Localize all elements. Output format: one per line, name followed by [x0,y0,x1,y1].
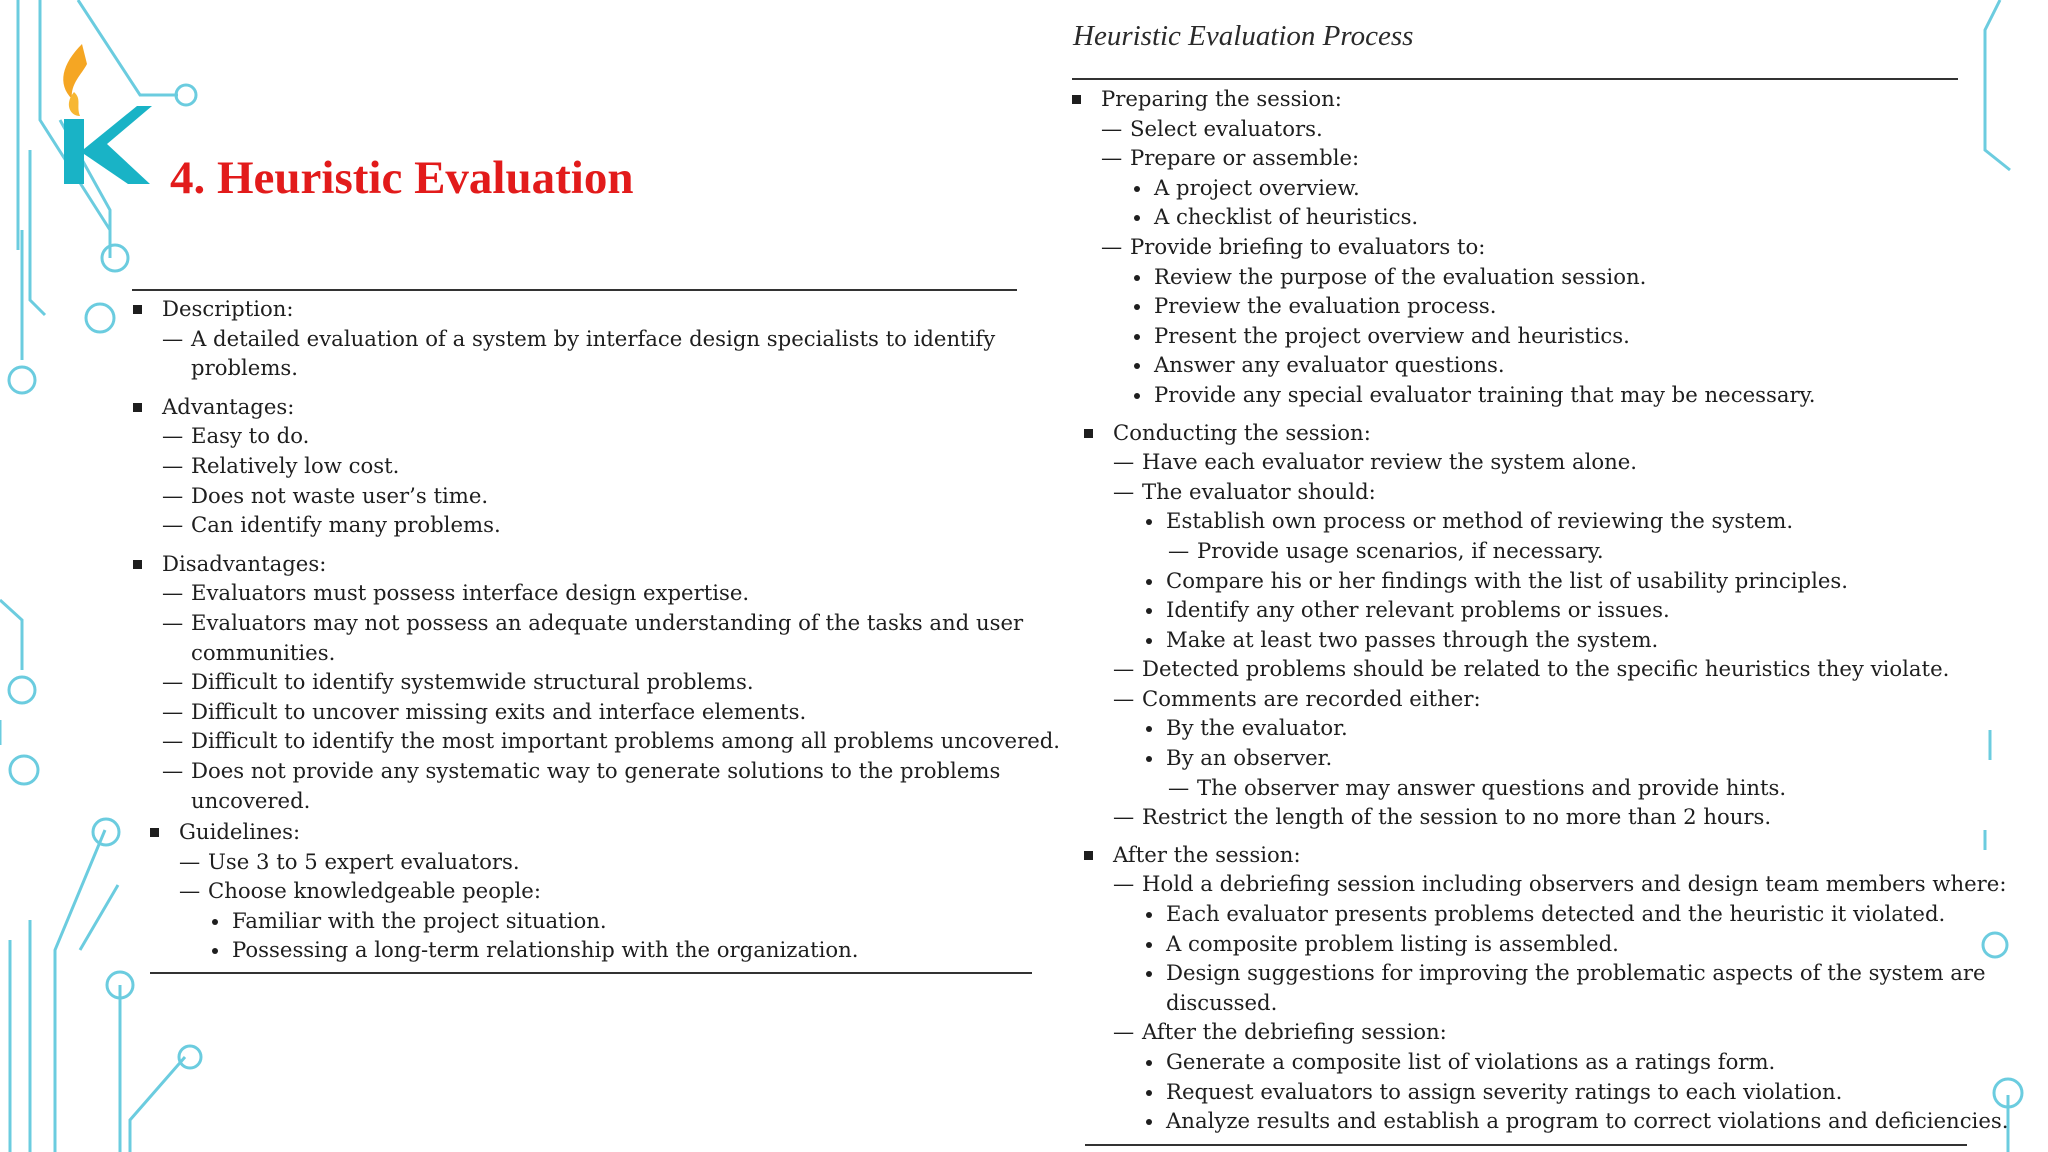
list-item: — Evaluators may not possess an adequate understanding of the tasks and user [162,608,1060,638]
list-item: — Hold a debriefing session including observers and design team members where: [1113,869,2008,899]
list-item: By the evaluator. [1142,713,2008,743]
list-item: — Does not waste user’s time. [162,481,1060,511]
list-item: — Can identify many problems. [162,510,1060,540]
section-description [162,294,1060,383]
list-item-continuation: problems. [191,355,299,381]
list-item: — Does not provide any systematic way to generate solutions to the problems [162,756,1060,786]
left-top-rule [132,289,1017,291]
section-heading: Preparing the session: [1101,86,1342,111]
list-item: — After the debriefing session: [1113,1017,2008,1047]
list-item: — Difficult to uncover missing exits and interface elements. [162,697,1060,727]
square-bullet-icon [150,828,159,837]
list-item: Analyze results and establish a program to correct violations and deficiencies. [1142,1106,2008,1136]
section-heading: Description: [162,296,294,321]
list-item: Preview the evaluation process. [1130,291,2008,321]
list-item: — Prepare or assemble: [1101,143,2008,173]
section-heading: Guidelines: [179,819,301,845]
list-item: Present the project overview and heuristics. [1130,321,2008,351]
list-item-continuation: discussed. [1166,989,1278,1015]
list-item: A project overview. [1130,173,2008,203]
section-preparing [1101,84,2008,410]
list-item: Request evaluators to assign severity ratings to each violation. [1142,1077,2008,1107]
list-item: — A detailed evaluation of a system by interface design specialists to identify [162,324,1060,354]
list-item: By an observer. [1142,743,2008,773]
section-heading: Disadvantages: [162,550,327,576]
list-item: — Choose knowledgeable people: [179,876,1060,906]
list-item: — Easy to do. [162,421,1060,451]
section-heading: Advantages: [162,393,295,419]
left-bottom-rule [150,972,1032,974]
list-item: — Comments are recorded either: [1113,684,2008,714]
right-top-rule [1072,78,1958,80]
list-item: — Difficult to identify systemwide structural problems. [162,667,1060,697]
list-item: Provide any special evaluator training that may be necessary. [1130,380,2008,410]
list-item: — Use 3 to 5 expert evaluators. [179,847,1060,877]
list-item: — Select evaluators. [1101,114,2008,144]
square-bullet-icon [133,305,142,314]
list-item-continuation: communities. [191,639,336,665]
left-content [162,294,1060,965]
list-item: Establish own process or method of reviewing the system. [1142,506,2008,536]
list-item: — Detected problems should be related to the specific heuristics they violate. [1113,654,2008,684]
list-item: — Have each evaluator review the system alone. [1113,447,2008,477]
list-item: A checklist of heuristics. [1130,202,2008,232]
square-bullet-icon [1084,851,1093,860]
list-item: Generate a composite list of violations as a ratings form. [1142,1047,2008,1077]
list-item: — Evaluators must possess interface design expertise. [162,578,1060,608]
list-item: — Provide usage scenarios, if necessary. [1168,536,2008,566]
right-bottom-rule [1085,1144,1967,1146]
list-item: — Provide briefing to evaluators to: [1101,232,2008,262]
section-heading: After the session: [1113,841,1301,867]
list-item: Possessing a long-term relationship with the organization. [208,935,1060,965]
list-item-continuation: uncovered. [191,787,311,813]
list-item: Each evaluator presents problems detected and the heuristic it violated. [1142,899,2008,929]
list-item: Answer any evaluator questions. [1130,350,2008,380]
list-item: — The evaluator should: [1113,477,2008,507]
list-item: — Restrict the length of the session to no more than 2 hours. [1113,802,2008,832]
section-advantages [162,392,1060,540]
list-item: Make at least two passes through the system. [1142,625,2008,655]
section-after [1113,840,2008,1136]
logo-k [52,44,152,194]
list-item: — The observer may answer questions and provide hints. [1168,773,2008,803]
section-guidelines [179,817,1060,965]
square-bullet-icon [133,560,142,569]
list-item: Design suggestions for improving the problematic aspects of the system are [1142,958,2008,988]
section-heading: Conducting the session: [1113,419,1371,445]
right-content [1101,84,2008,1136]
list-item: Identify any other relevant problems or issues. [1142,595,2008,625]
square-bullet-icon [1084,429,1093,438]
list-item: — Difficult to identify the most important problems among all problems uncovered. [162,726,1060,756]
list-item: Familiar with the project situation. [208,906,1060,936]
list-item: A composite problem listing is assembled. [1142,929,2008,959]
list-item: Review the purpose of the evaluation session. [1130,262,2008,292]
list-item: Compare his or her findings with the list of usability principles. [1142,566,2008,596]
square-bullet-icon [1072,95,1081,104]
section-disadvantages [162,549,1060,815]
section-conducting [1113,418,2008,832]
slide-title: 4. Heuristic Evaluation [170,152,634,204]
list-item: — Relatively low cost. [162,451,1060,481]
square-bullet-icon [133,403,142,412]
process-title: Heuristic Evaluation Process [1073,20,1414,52]
